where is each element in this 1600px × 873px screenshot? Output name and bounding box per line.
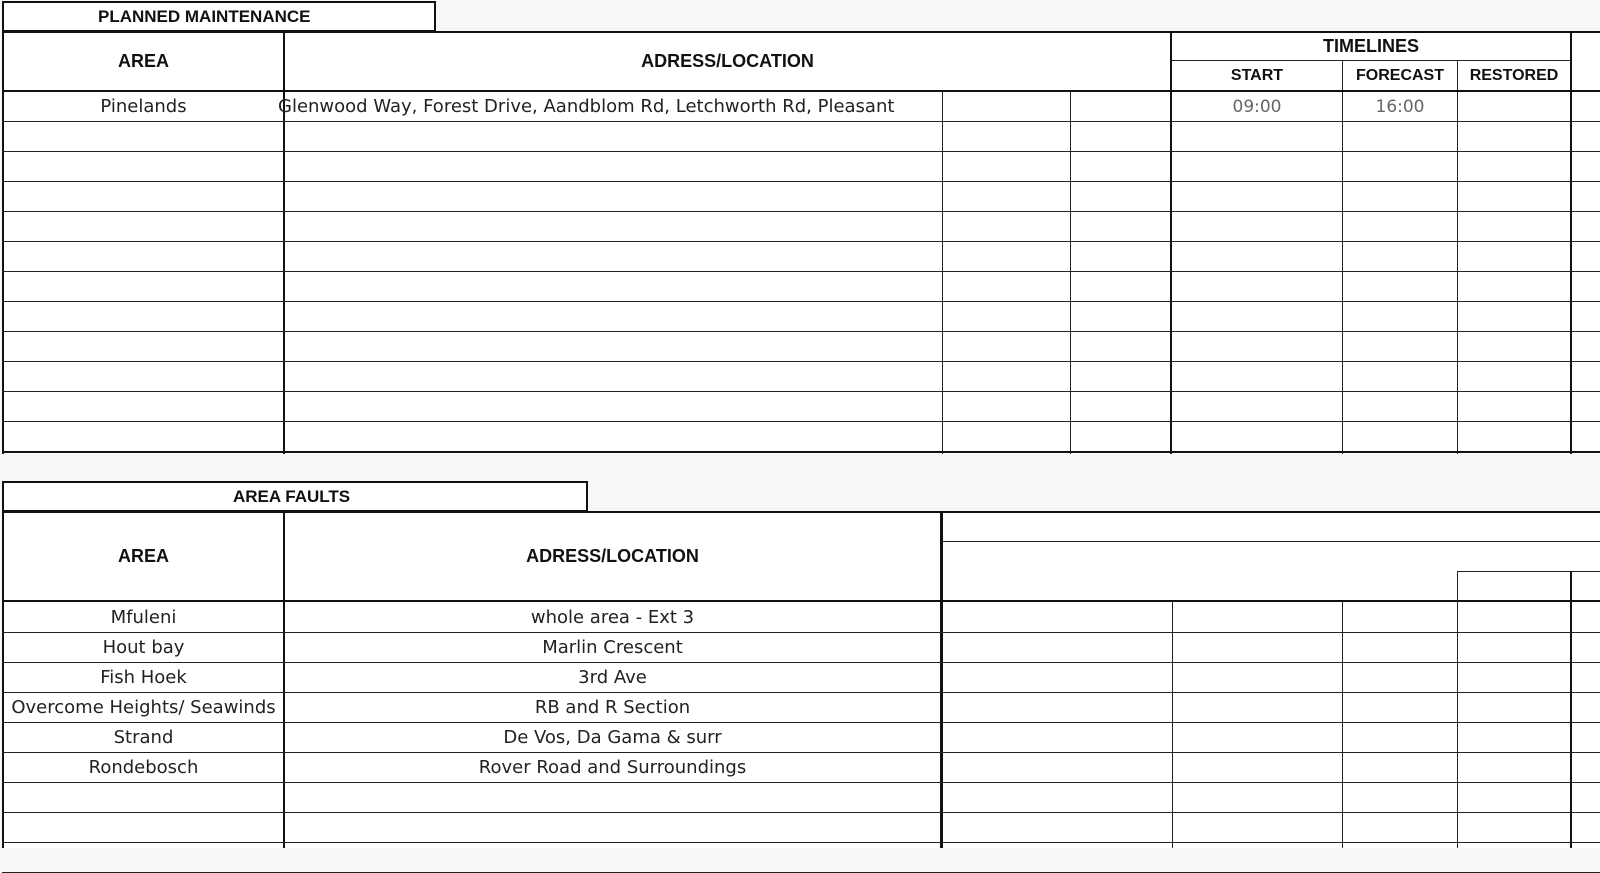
fault-row-area: Strand xyxy=(113,726,174,748)
faults-area-header: AREA xyxy=(117,546,169,566)
planned-row-restored xyxy=(1458,92,1570,121)
planned-address-header: ADRESS/LOCATION xyxy=(641,51,814,71)
planned-row-area: Pinelands xyxy=(100,96,187,117)
fault-row-area: Hout bay xyxy=(102,636,185,658)
planned-maintenance-table xyxy=(2,31,1600,454)
area-faults-table xyxy=(2,511,1600,848)
planned-maintenance-title-text: PLANNED MAINTENANCE xyxy=(98,6,311,26)
fault-row-address: Rover Road and Surroundings xyxy=(478,756,747,778)
planned-row-start: 09:00 xyxy=(1232,96,1282,117)
fault-row-address: 3rd Ave xyxy=(578,666,647,688)
fault-row-area: Fish Hoek xyxy=(100,666,187,688)
planned-row-address: Glenwood Way, Forest Drive, Aandblom Rd, Letchworth Rd, Pleasant xyxy=(278,96,895,117)
start-header: START xyxy=(1230,66,1284,84)
fault-row-address: whole area - Ext 3 xyxy=(530,606,695,628)
faults-address-header: ADRESS/LOCATION xyxy=(526,546,699,566)
fault-row-area: Mfuleni xyxy=(110,606,177,628)
fault-row-address: De Vos, Da Gama & surr xyxy=(503,726,722,748)
forecast-header: FORECAST xyxy=(1356,66,1444,84)
timelines-header: TIMELINES xyxy=(1322,36,1419,56)
area-faults-title-text: AREA FAULTS xyxy=(233,486,351,506)
restored-header: RESTORED xyxy=(1469,66,1559,84)
fault-row-area: Overcome Heights/ Seawinds xyxy=(11,696,276,718)
fault-row-address: Marlin Crescent xyxy=(542,636,683,658)
planned-row-forecast: 16:00 xyxy=(1375,96,1425,117)
planned-area-header: AREA xyxy=(117,51,169,71)
planned-maintenance-title xyxy=(2,1,436,32)
area-faults-title xyxy=(2,481,588,512)
fault-row-address: RB and R Section xyxy=(534,696,691,718)
fault-row-area: Rondebosch xyxy=(88,756,199,778)
